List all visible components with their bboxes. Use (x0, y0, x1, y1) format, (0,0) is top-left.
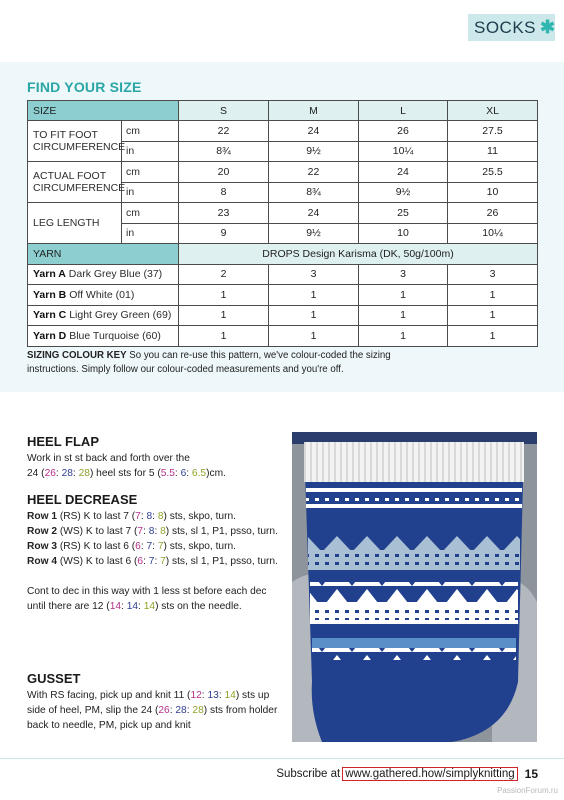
table-cell: 10 (448, 182, 538, 203)
table-row (28, 203, 538, 224)
size-header-row (28, 101, 538, 121)
heel-decrease-heading: HEEL DECREASE (27, 492, 138, 507)
gusset-section (27, 671, 282, 733)
size-m: M (269, 101, 359, 121)
unit-in: in (122, 223, 179, 244)
table-cell: 3 (269, 264, 359, 285)
table-cell: 8¾ (269, 182, 359, 203)
table-cell: 8¾ (179, 141, 269, 162)
table-row (28, 264, 538, 285)
table-cell: 1 (179, 326, 269, 347)
colour-key-title: SIZING COLOUR KEY (27, 350, 127, 361)
table-row (28, 305, 538, 326)
table-cell: 9 (179, 223, 269, 244)
yarn-a-label: Yarn A Dark Grey Blue (37) (28, 264, 179, 285)
find-size-title: FIND YOUR SIZE (27, 79, 142, 95)
row-label-leg-length: LEG LENGTH (28, 203, 122, 244)
table-cell: 22 (269, 162, 359, 183)
table-row (28, 121, 538, 142)
unit-cm: cm (122, 162, 179, 183)
footer-divider (0, 758, 564, 759)
heel-decrease-continue: Cont to dec in this way with 1 less st before each dec until there are 12 (14: 14: 14) sts on the needle. (27, 586, 267, 612)
sizing-colour-key (27, 349, 427, 377)
table-row (28, 162, 538, 183)
table-cell: 25 (359, 203, 448, 224)
unit-in: in (122, 141, 179, 162)
unit-in: in (122, 182, 179, 203)
row-label-actual-foot: ACTUAL FOOT CIRCUMFERENCE (28, 162, 122, 203)
table-cell: 1 (179, 305, 269, 326)
size-header-label: SIZE (28, 101, 179, 121)
unit-cm: cm (122, 203, 179, 224)
table-cell: 23 (179, 203, 269, 224)
table-row (28, 326, 538, 347)
table-cell: 8 (179, 182, 269, 203)
table-cell: 10¼ (448, 223, 538, 244)
section-tag (468, 14, 555, 41)
heel-flap-section (27, 434, 282, 481)
asterisk-icon: ✱ (540, 17, 556, 37)
table-cell: 2 (179, 264, 269, 285)
table-cell: 3 (359, 264, 448, 285)
table-cell: 25.5 (448, 162, 538, 183)
table-cell: 11 (448, 141, 538, 162)
footer (276, 767, 538, 781)
size-l: L (359, 101, 448, 121)
table-cell: 24 (269, 203, 359, 224)
size-xl: XL (448, 101, 538, 121)
table-cell: 1 (359, 285, 448, 306)
table-cell: 9½ (269, 223, 359, 244)
table-cell: 1 (269, 305, 359, 326)
size-s: S (179, 101, 269, 121)
gusset-heading: GUSSET (27, 671, 81, 686)
table-cell: 1 (179, 285, 269, 306)
heel-flap-text: Work in st st back and forth over the 24 (26: 28: 28) heel sts for 5 (5.5: 6: 6.5)cm. (27, 453, 226, 479)
table-cell: 1 (448, 305, 538, 326)
table-cell: 20 (179, 162, 269, 183)
row-label-fit-foot: TO FIT FOOT CIRCUMFERENCE (28, 121, 122, 162)
table-cell: 10 (359, 223, 448, 244)
fair-isle-sock-photo (292, 432, 537, 742)
table-cell: 22 (179, 121, 269, 142)
table-cell: 26 (359, 121, 448, 142)
yarn-header-label: YARN (28, 244, 179, 265)
table-cell: 9½ (269, 141, 359, 162)
watermark: PassionForum.ru (497, 786, 558, 795)
table-cell: 26 (448, 203, 538, 224)
table-cell: 1 (359, 305, 448, 326)
yarn-b-label: Yarn B Off White (01) (28, 285, 179, 306)
section-tag-label: SOCKS (474, 17, 537, 37)
table-cell: 1 (269, 326, 359, 347)
table-cell: 1 (448, 285, 538, 306)
table-cell: 9½ (359, 182, 448, 203)
table-cell: 1 (448, 326, 538, 347)
table-cell: 1 (359, 326, 448, 347)
colour-key-text: So you can re-use this pattern, we've colour-coded the sizing instructions. Simply follow our colour-coded measurements and you're off. (27, 350, 391, 375)
yarn-spec: DROPS Design Karisma (DK, 50g/100m) (179, 244, 538, 265)
yarn-d-label: Yarn D Blue Turquoise (60) (28, 326, 179, 347)
table-cell: 24 (269, 121, 359, 142)
table-cell: 10¼ (359, 141, 448, 162)
heel-flap-heading: HEEL FLAP (27, 434, 99, 449)
table-cell: 1 (269, 285, 359, 306)
gusset-text: With RS facing, pick up and knit 11 (12: 13: 14) sts up side of heel, PM, slip the 24 (26: 28: 28) sts from holder back to needle, PM, pick up and knit (27, 690, 278, 731)
subscribe-text: Subscribe at (276, 768, 341, 780)
table-cell: 27.5 (448, 121, 538, 142)
page-number: 15 (524, 767, 538, 781)
subscribe-link[interactable]: www.gathered.how/simplyknitting (342, 767, 517, 781)
size-table (27, 100, 538, 347)
heel-decrease-section (27, 492, 282, 614)
unit-cm: cm (122, 121, 179, 142)
table-row (28, 285, 538, 306)
yarn-c-label: Yarn C Light Grey Green (69) (28, 305, 179, 326)
table-cell: 3 (448, 264, 538, 285)
yarn-header-row (28, 244, 538, 265)
table-cell: 24 (359, 162, 448, 183)
heel-decrease-rows: Row 1 (RS) K to last 7 (7: 8: 8) sts, skpo, turn. Row 2 (WS) K to last 7 (7: 8: 8) sts, sl 1, P1, psso, turn. Row 3 (RS) K to last 6 (6: 7: 7) sts, skpo, turn. Row 4 (WS) K to last 6 (6: 7: 7) sts, sl 1, P1, psso, turn. (27, 511, 278, 567)
